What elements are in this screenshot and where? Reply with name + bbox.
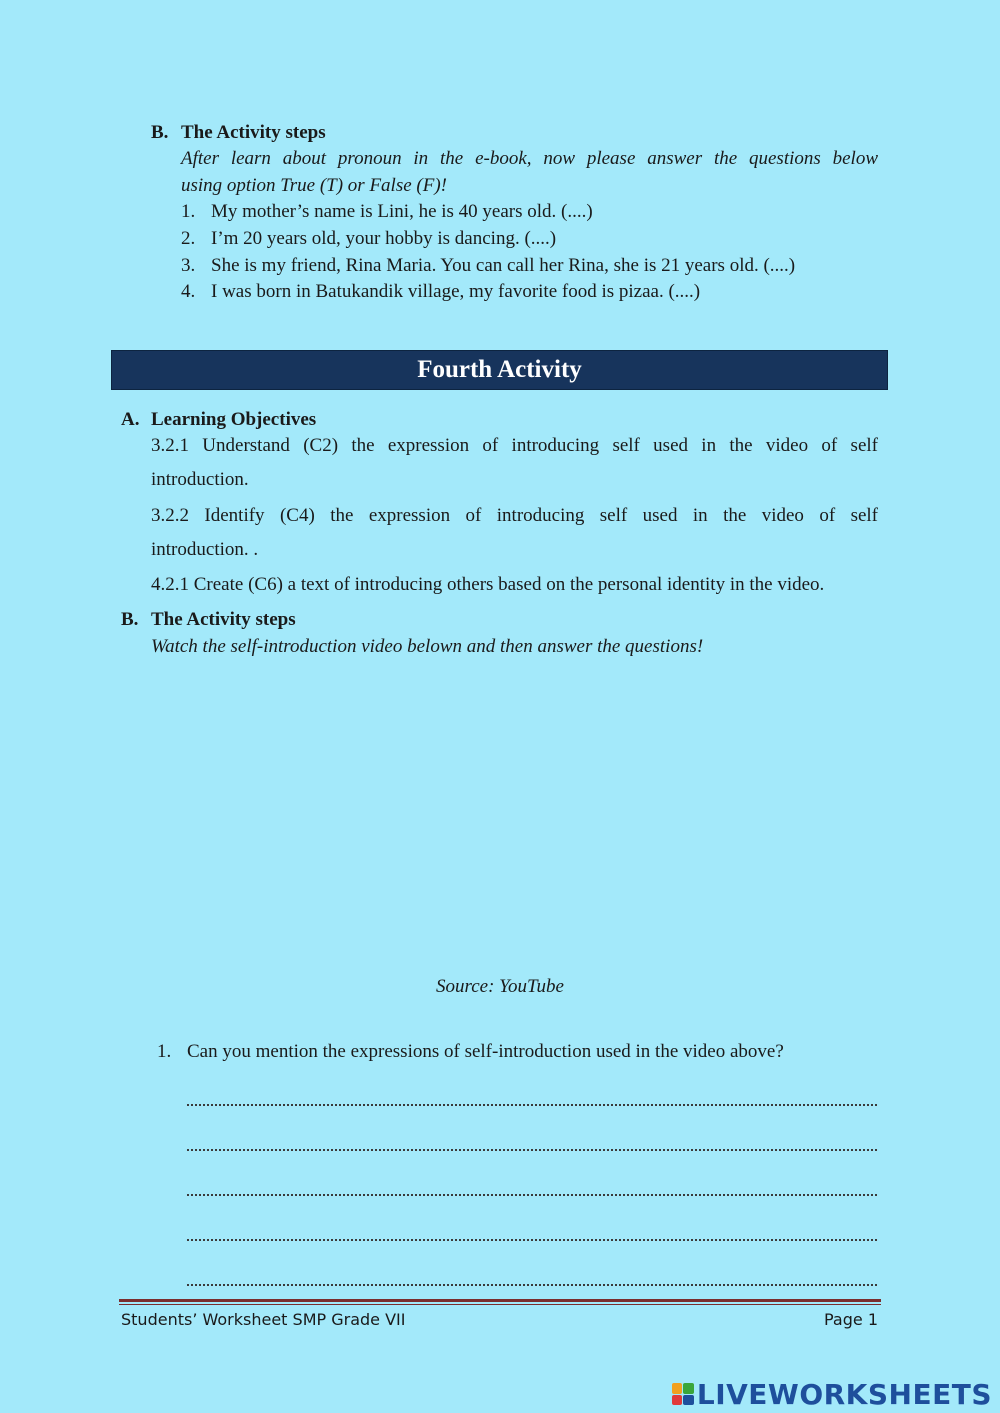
section-b-letter: B.	[151, 122, 169, 143]
banner-title: Fourth Activity	[417, 356, 582, 383]
instruction-line-2: using option True (T) or False (F)!	[181, 175, 447, 196]
liveworksheets-logo-icon	[672, 1383, 694, 1405]
objective-1-line-1: 3.2.1 Understand (C2) the expression of introducing self used in the video of self	[151, 435, 878, 456]
objective-3: 4.2.1 Create (C6) a text of introducing others based on the personal identity in the video.	[151, 574, 825, 595]
section-a-letter: A.	[121, 409, 140, 430]
section-b2-heading: The Activity steps	[151, 609, 296, 630]
statement-item: I’m 20 years old, your hobby is dancing. (....)	[211, 228, 557, 249]
statement-item: She is my friend, Rina Maria. You can call her Rina, she is 21 years old. (....)	[211, 255, 796, 276]
answer-line[interactable]	[187, 1282, 877, 1286]
item-number: 3.	[181, 255, 196, 276]
item-number: 2.	[181, 228, 196, 249]
statement-item: I was born in Batukandik village, my favorite food is pizaa. (....)	[211, 281, 701, 302]
fourth-activity-banner	[111, 350, 888, 390]
section-b-heading: The Activity steps	[181, 122, 326, 143]
answer-line[interactable]	[187, 1102, 877, 1106]
section-a-heading: Learning Objectives	[151, 409, 317, 430]
footer-page-number: Page 1	[824, 1310, 878, 1329]
footer-title: Students’ Worksheet SMP Grade VII	[121, 1310, 406, 1329]
logo-text: LIVEWORKSHEETS	[696, 1377, 992, 1411]
section-b2-letter: B.	[121, 609, 139, 630]
objective-2-line-1: 3.2.2 Identify (C4) the expression of introducing self used in the video of self	[151, 505, 878, 526]
video-source: Source: YouTube	[436, 976, 564, 997]
instruction-line-1: After learn about pronoun in the e-book, now please answer the questions below	[181, 148, 878, 169]
item-number: 1.	[181, 201, 196, 222]
objective-1-line-2: introduction.	[151, 469, 249, 490]
objective-2-line-2: introduction. .	[151, 539, 259, 560]
answer-line[interactable]	[187, 1147, 877, 1151]
video-instruction: Watch the self-introduction video belown and then answer the questions!	[151, 636, 704, 657]
statement-item: My mother’s name is Lini, he is 40 years old. (....)	[211, 201, 593, 222]
answer-line[interactable]	[187, 1192, 877, 1196]
footer-rule-thick	[119, 1299, 881, 1302]
question-number: 1.	[157, 1041, 172, 1062]
footer-rule-thin	[119, 1304, 881, 1305]
question-text: Can you mention the expressions of self-introduction used in the video above?	[187, 1041, 784, 1062]
liveworksheets-logo[interactable]	[672, 1377, 992, 1411]
item-number: 4.	[181, 281, 196, 302]
answer-line[interactable]	[187, 1237, 877, 1241]
